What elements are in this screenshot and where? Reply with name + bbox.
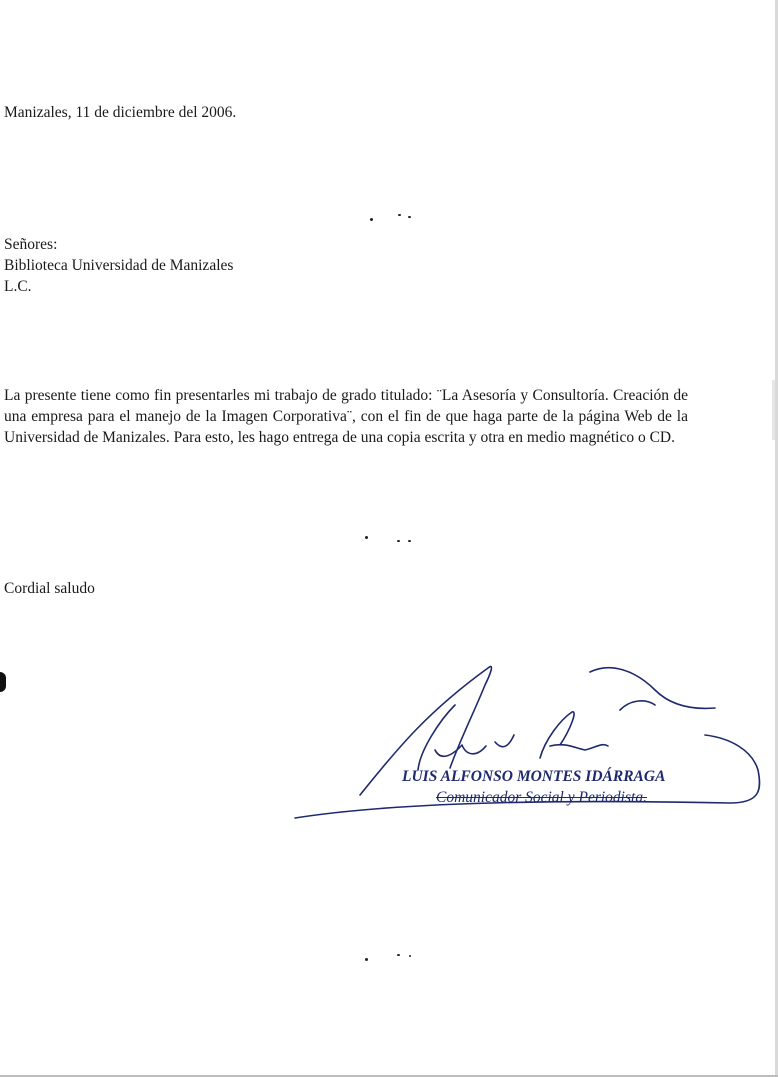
recipient-salutation: Señores:	[4, 236, 58, 253]
scan-speck	[365, 536, 368, 539]
scan-speck	[408, 540, 411, 542]
scan-speck	[397, 540, 400, 542]
scan-right-edge-mark	[772, 380, 775, 440]
signer-title: Comunicador Social y Periodista.	[436, 789, 647, 806]
letter-date: Manizales, 11 de diciembre del 2006.	[4, 104, 237, 121]
scan-edge-blot	[0, 672, 6, 692]
scan-speck	[408, 216, 411, 218]
signer-name: LUIS ALFONSO MONTES IDÁRRAGA	[402, 768, 666, 785]
letter-body: La presente tiene como fin presentarles mi trabajo de grado titulado: ¨La Asesoría y Consultoría. Creación de una empresa para el manejo de la Imagen Corporativa¨, con el fin de que haga parte de la página Web de la Universidad de Manizales. Para esto, les hago entrega de una copia escrita y otra en medio magnético o CD.	[4, 387, 688, 446]
letter-closing: Cordial saludo	[4, 580, 95, 597]
scan-speck	[370, 218, 373, 221]
scan-speck	[365, 958, 368, 961]
scan-speck	[398, 214, 401, 216]
scan-speck	[409, 955, 411, 957]
recipient-suffix: L.C.	[4, 278, 32, 295]
recipient-block	[4, 234, 233, 297]
recipient-organization: Biblioteca Universidad de Manizales	[4, 257, 234, 274]
scan-speck	[397, 954, 400, 956]
